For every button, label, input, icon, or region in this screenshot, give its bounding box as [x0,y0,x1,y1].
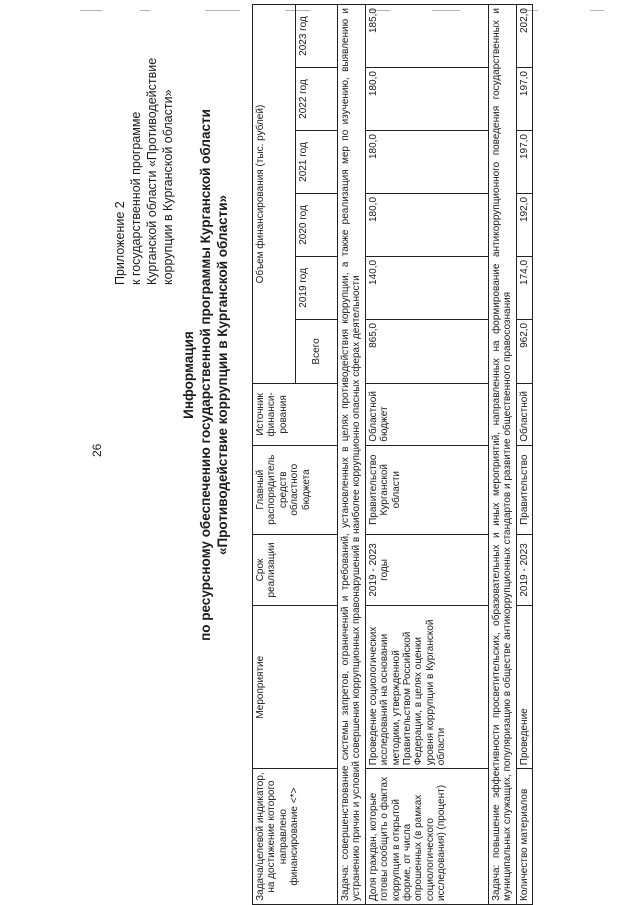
manager-cell: Правительство [516,445,532,534]
appendix-line: к государственной программе [129,111,143,285]
year-cell: 192,0 [516,193,532,256]
total-cell: 962,0 [516,319,532,383]
event-cell: Проведение социологических исследований на основании методики, утвержденной Правительством Российской Федерации, в целях оценки уровня коррупции в Курганской области [365,606,488,769]
year-cell: 185,0 [365,5,488,68]
table-header-row [253,5,296,905]
source-cell: Областной [516,384,532,446]
header-year: 2019 год [295,256,338,319]
task-text: Задача: повышение эффективности просветительских, образовательных и иных мероприятий, направленных на формирование антикоррупционного поведения государственных и муниципальных служащих, популяризацию в обществе антикоррупционных стандартов и развитие общественного правосознания [488,5,516,905]
year-cell: 180,0 [365,68,488,131]
header-manager: Главный распорядитель средств областного бюджета [253,445,338,534]
term-cell: 2019 - 2023 годы [365,534,488,606]
header-volume: Объем финансирования (тыс. рублей) [253,5,296,384]
appendix-line: коррупции в Курганской области» [161,89,175,285]
task-row [338,5,366,905]
header-year: 2023 год [295,5,338,68]
task-row [488,5,516,905]
header-event: Мероприятие [253,606,338,769]
total-cell: 865,0 [365,319,488,383]
header-term: Срок реализации [253,534,338,606]
header-year: 2022 год [295,68,338,131]
year-cell: 180,0 [365,193,488,256]
appendix-line: Курганской области «Противодействие [145,57,159,285]
indicator-cell: Доля граждан, которые готовы сообщить о фактах коррупции в открытой форме, от числа опрошенных (в рамках социологического исследования) (процент) [365,769,488,905]
title-line: Информация [181,331,196,419]
appendix-note [112,58,176,285]
header-year: 2020 год [295,193,338,256]
year-cell: 180,0 [365,131,488,194]
header-year: 2021 год [295,131,338,194]
header-task: Задача/целевой индикатор, на достижение которого направлено финансирование <*> [253,769,338,905]
header-total: Всего [295,319,338,383]
appendix-line: Приложение 2 [113,201,127,285]
year-cell: 197,0 [516,68,532,131]
source-cell: Областной бюджет [365,384,488,446]
title-line: «Противодействие коррупции в Курганской области» [215,194,230,556]
table-row [516,5,532,905]
title-line: по ресурсному обеспечению государственной программы Курганской области [198,109,213,641]
header-source: Источник финанси-рования [253,384,338,446]
year-cell: 202,0 [516,5,532,68]
manager-cell: Правительство Курганской области [365,445,488,534]
indicator-cell: Количество материалов [516,769,532,905]
year-cell: 197,0 [516,131,532,194]
task-text: Задача: совершенствование системы запретов, ограничений и требований, установленных в целях противодействия коррупции, а также реализация мер по изучению, выявлению и устранению причин и условий совершения коррупционных правонарушений в наиболее коррупционно опасных сферах деятельности [338,5,366,905]
funding-table [252,4,533,905]
table-row [365,5,488,905]
page-number: 26 [90,443,104,457]
document-title [180,0,231,755]
event-cell: Проведение [516,606,532,769]
term-cell: 2019 - 2023 [516,534,532,606]
year-cell: 174,0 [516,256,532,319]
year-cell: 140,0 [365,256,488,319]
